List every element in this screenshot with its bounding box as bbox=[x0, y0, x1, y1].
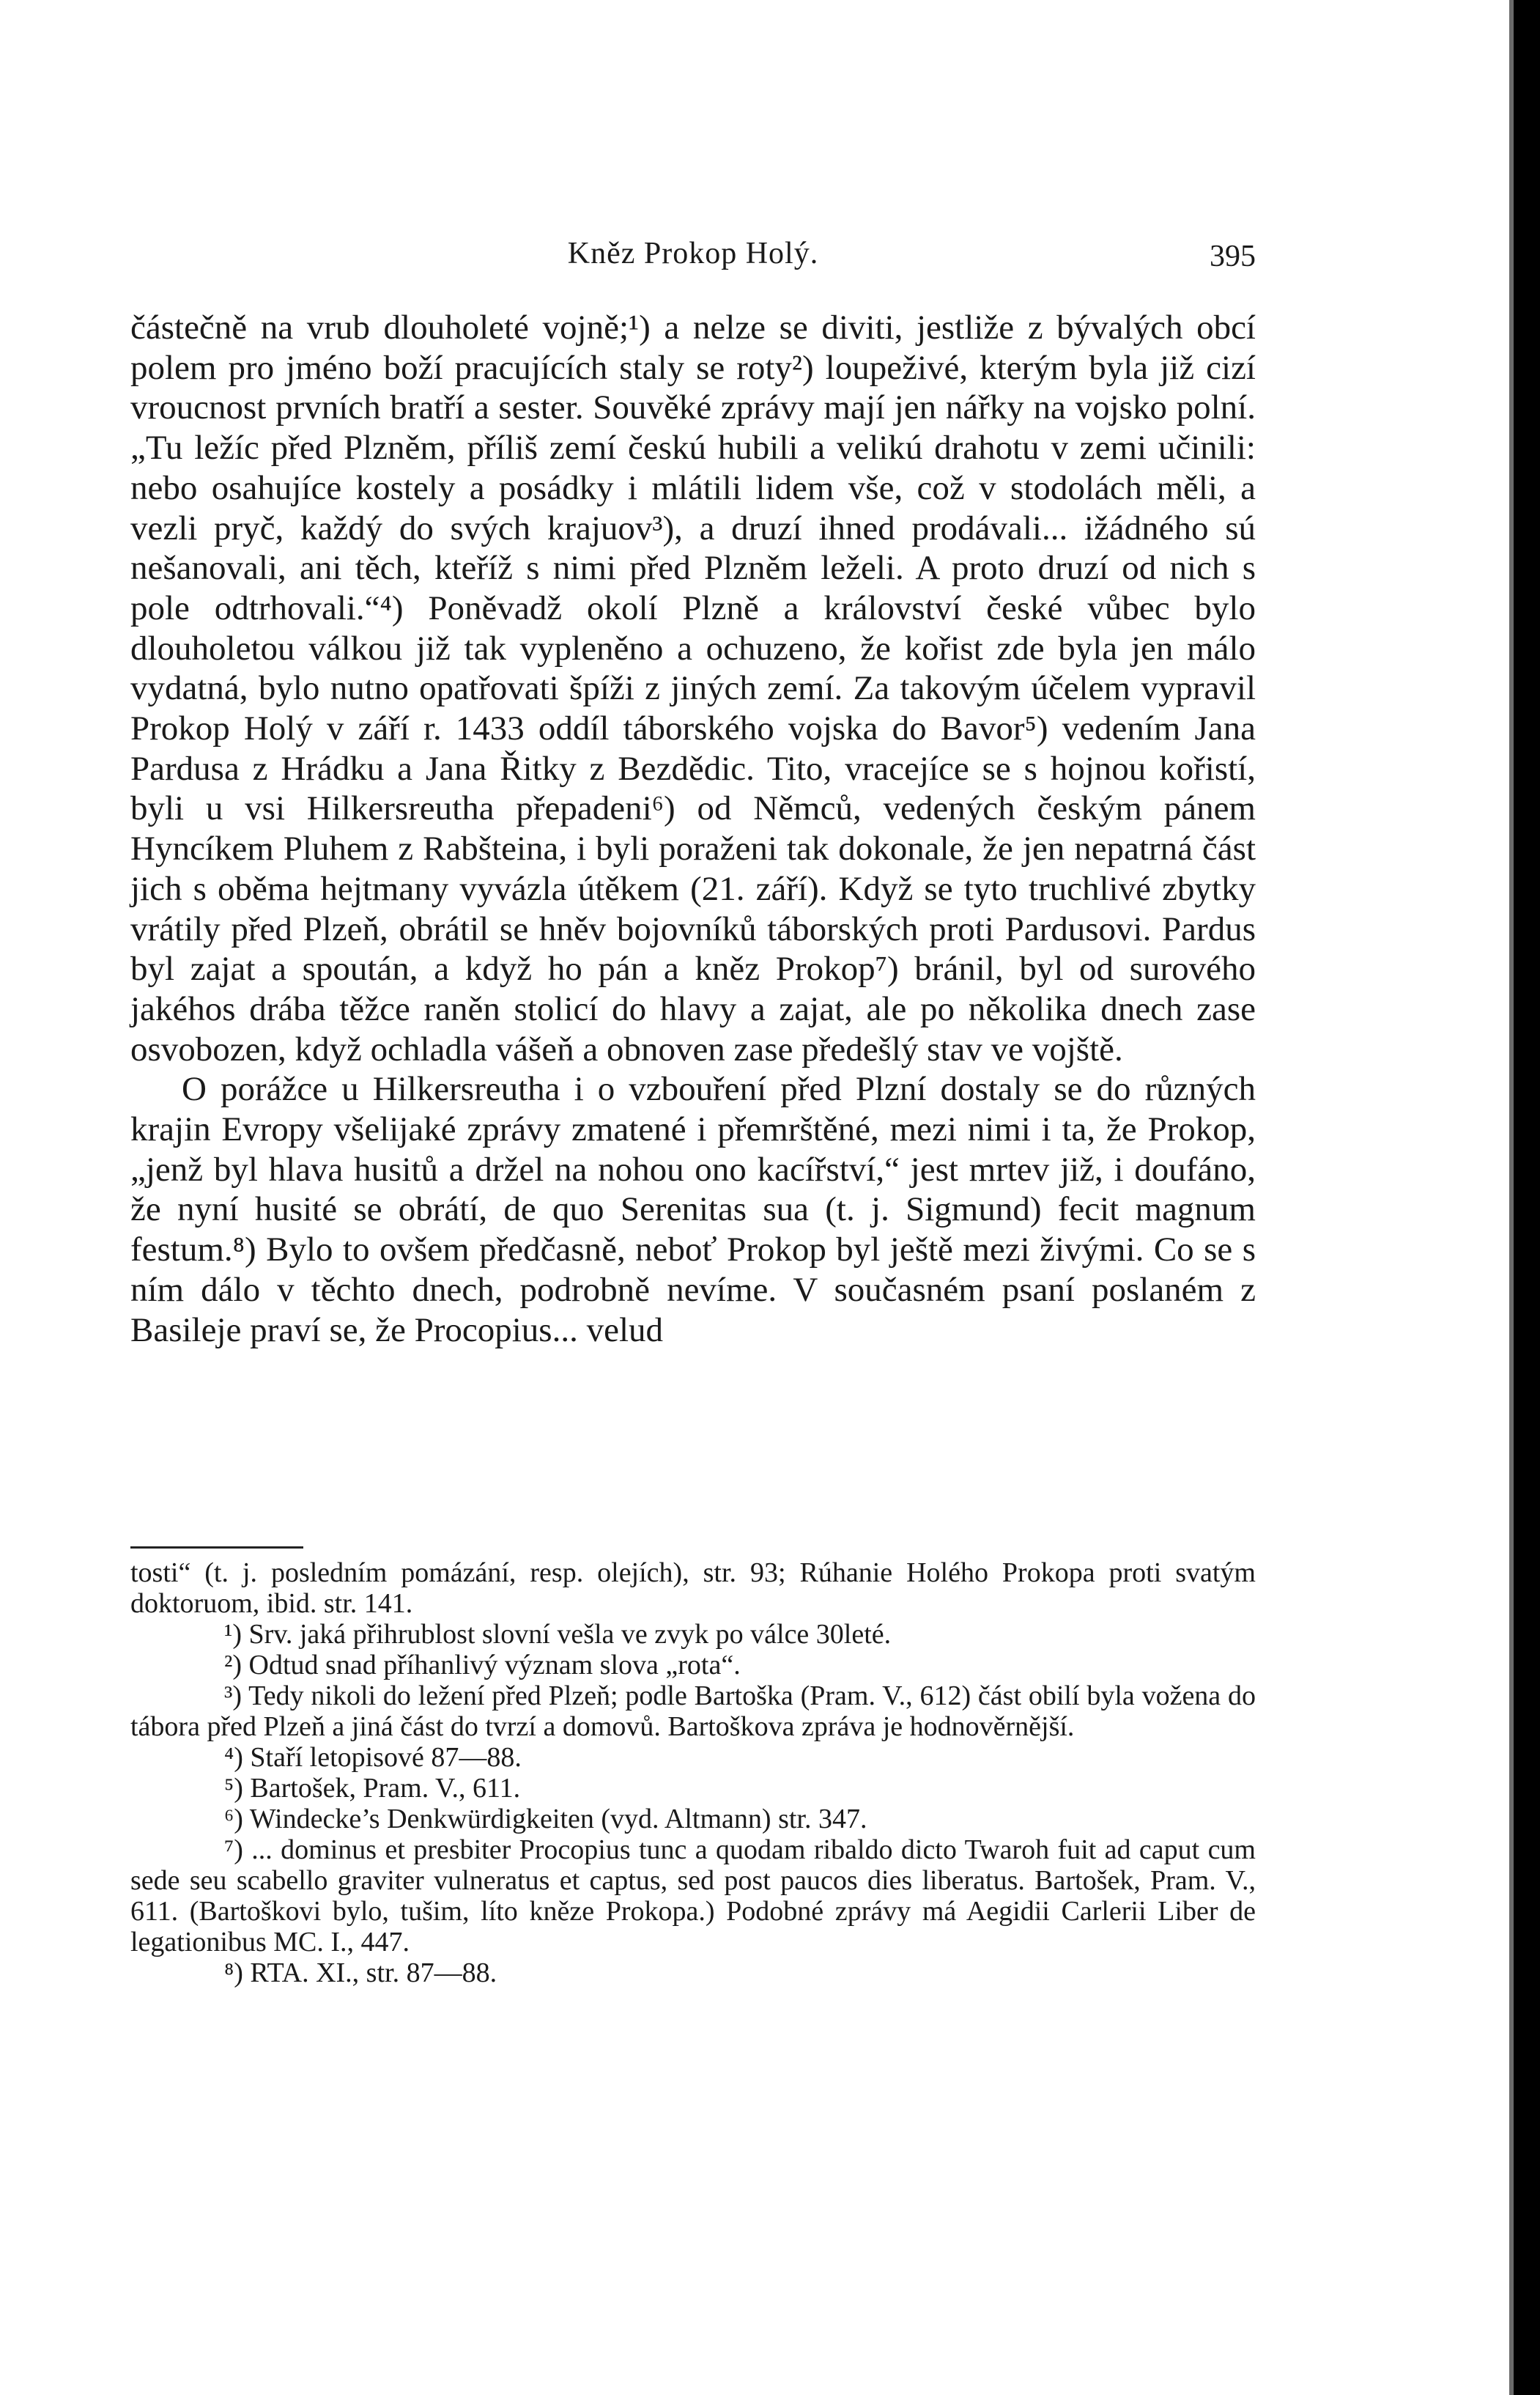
main-text bbox=[130, 308, 1256, 1350]
footnote-continuation: tosti“ (t. j. posledním pomázání, resp. olejích), str. 93; Rúhanie Holého Prokopa proti svatým doktoruom, ibid. str. 141. bbox=[130, 1557, 1256, 1619]
footnote: ⁵) Bartošek, Pram. V., 611. bbox=[224, 1773, 521, 1804]
footnotes bbox=[130, 1557, 1256, 1988]
page-header bbox=[130, 236, 1256, 280]
body-paragraph: částečně na vrub dlouholeté vojně;¹) a nelze se diviti, jestliže z bývalých obcí polem pro jméno boží pracujících staly se roty²) loupeživé, kterým byla již cizí vroucnost prvních bratří a sester. Souvěké zprávy mají jen nářky na vojsko polní. „Tu ležíc před Plzněm, příliš zemí českú hubili a velikú drahotu v zemi učinili: nebo osahujíce kostely a posádky i mlátili lidem vše, což v stodolách měli, a vezli pryč, každý do svých krajuov³), a druzí ihned prodávali... ižádného sú nešanovali, ani těch, kteříž s nimi před Plzněm leželi. A proto druzí od nich s pole odtrhovali.“⁴) Poněvadž okolí Plzně a království české vůbec bylo dlouholetou válkou již tak vypleněno a ochuzeno, že kořist zde byla jen málo vydatná, bylo nutno opatřovati špíži z jiných zemí. Za takovým účelem vypravil Prokop Holý v září r. 1433 oddíl táborského vojska do Bavor⁵) vedením Jana Pardusa z Hrádku a Jana Řitky z Bezdědic. Tito, vracejíce se s hojnou kořistí, byli u vsi Hilkersreutha přepadeni⁶) od Němců, vedených českým pánem Hyncíkem Pluhem z Rabšteina, i byli poraženi tak dokonale, že jen nepatrná část jich s oběma hejtmany vyvázla útěkem (21. září). Když se tyto truchlivé zbytky vrátily před Plzeň, obrátil se hněv bojovníků táborských proti Pardusovi. Pardus byl zajat a spoután, a když ho pán a kněz Prokop⁷) bránil, byl od surového jakéhos drába těžce raněn stolicí do hlavy a zajat, ale po několika dnech zase osvobozen, když ochladla vášeň a obnoven zase předešlý stav ve vojště. bbox=[130, 309, 1256, 1069]
footnote: ⁴) Staří letopisové 87—88. bbox=[224, 1742, 522, 1773]
footnote: ¹) Srv. jaká přihrublost slovní vešla ve zvyk po válce 30leté. bbox=[224, 1619, 892, 1650]
page-number: 395 bbox=[1210, 240, 1256, 273]
body-paragraph: O porážce u Hilkersreutha i o vzbouření před Plzní dostaly se do různých krajin Evropy všelijaké zprávy zmatené i přemrštěné, mezi nimi i ta, že Prokop, „jenž byl hlava husitů a držel na nohou ono kacířství,“ jest mrtev již, i doufáno, že nyní husité se obrátí, de quo Serenitas sua (t. j. Sigmund) fecit magnum festum.⁸) Bylo to ovšem předčasně, neboť Prokop byl ještě mezi živými. Co se s ním dálo v těchto dnech, podrobně nevíme. V současném psaní poslaném z Basileje praví se, že Procopius... velud bbox=[130, 1070, 1256, 1349]
footnote: ⁷) ... dominus et presbiter Procopius tunc a quodam ribaldo dicto Twaroh fuit ad caput cum sede seu scabello graviter vulneratus et captus, sed post paucos dies liberatus. Bartošek, Pram. V., 611. (Bartoškovi bylo, tušim, líto kněze Prokopa.) Podobné zprávy má Aegidii Carlerii Liber de legationibus MC. I., 447. bbox=[130, 1834, 1256, 1957]
footnote: ³) Tedy nikoli do ležení před Plzeň; podle Bartoška (Pram. V., 612) část obilí byla vožena do tábora před Plzeň a jiná část do tvrzí a domovů. Bartoškova zpráva je hodnověrnější. bbox=[130, 1680, 1256, 1742]
scan-edge-shadow bbox=[1509, 0, 1514, 2395]
footnote-separator bbox=[130, 1546, 303, 1549]
footnote: ⁸) RTA. XI., str. 87—88. bbox=[224, 1957, 497, 1988]
running-title: Kněz Prokop Holý. bbox=[567, 237, 819, 270]
scan-edge-border bbox=[1509, 0, 1540, 2395]
footnote: ⁶) Windecke’s Denkwürdigkeiten (vyd. Altmann) str. 347. bbox=[224, 1804, 867, 1834]
footnote: ²) Odtud snad příhanlivý význam slova „rota“. bbox=[224, 1650, 741, 1680]
